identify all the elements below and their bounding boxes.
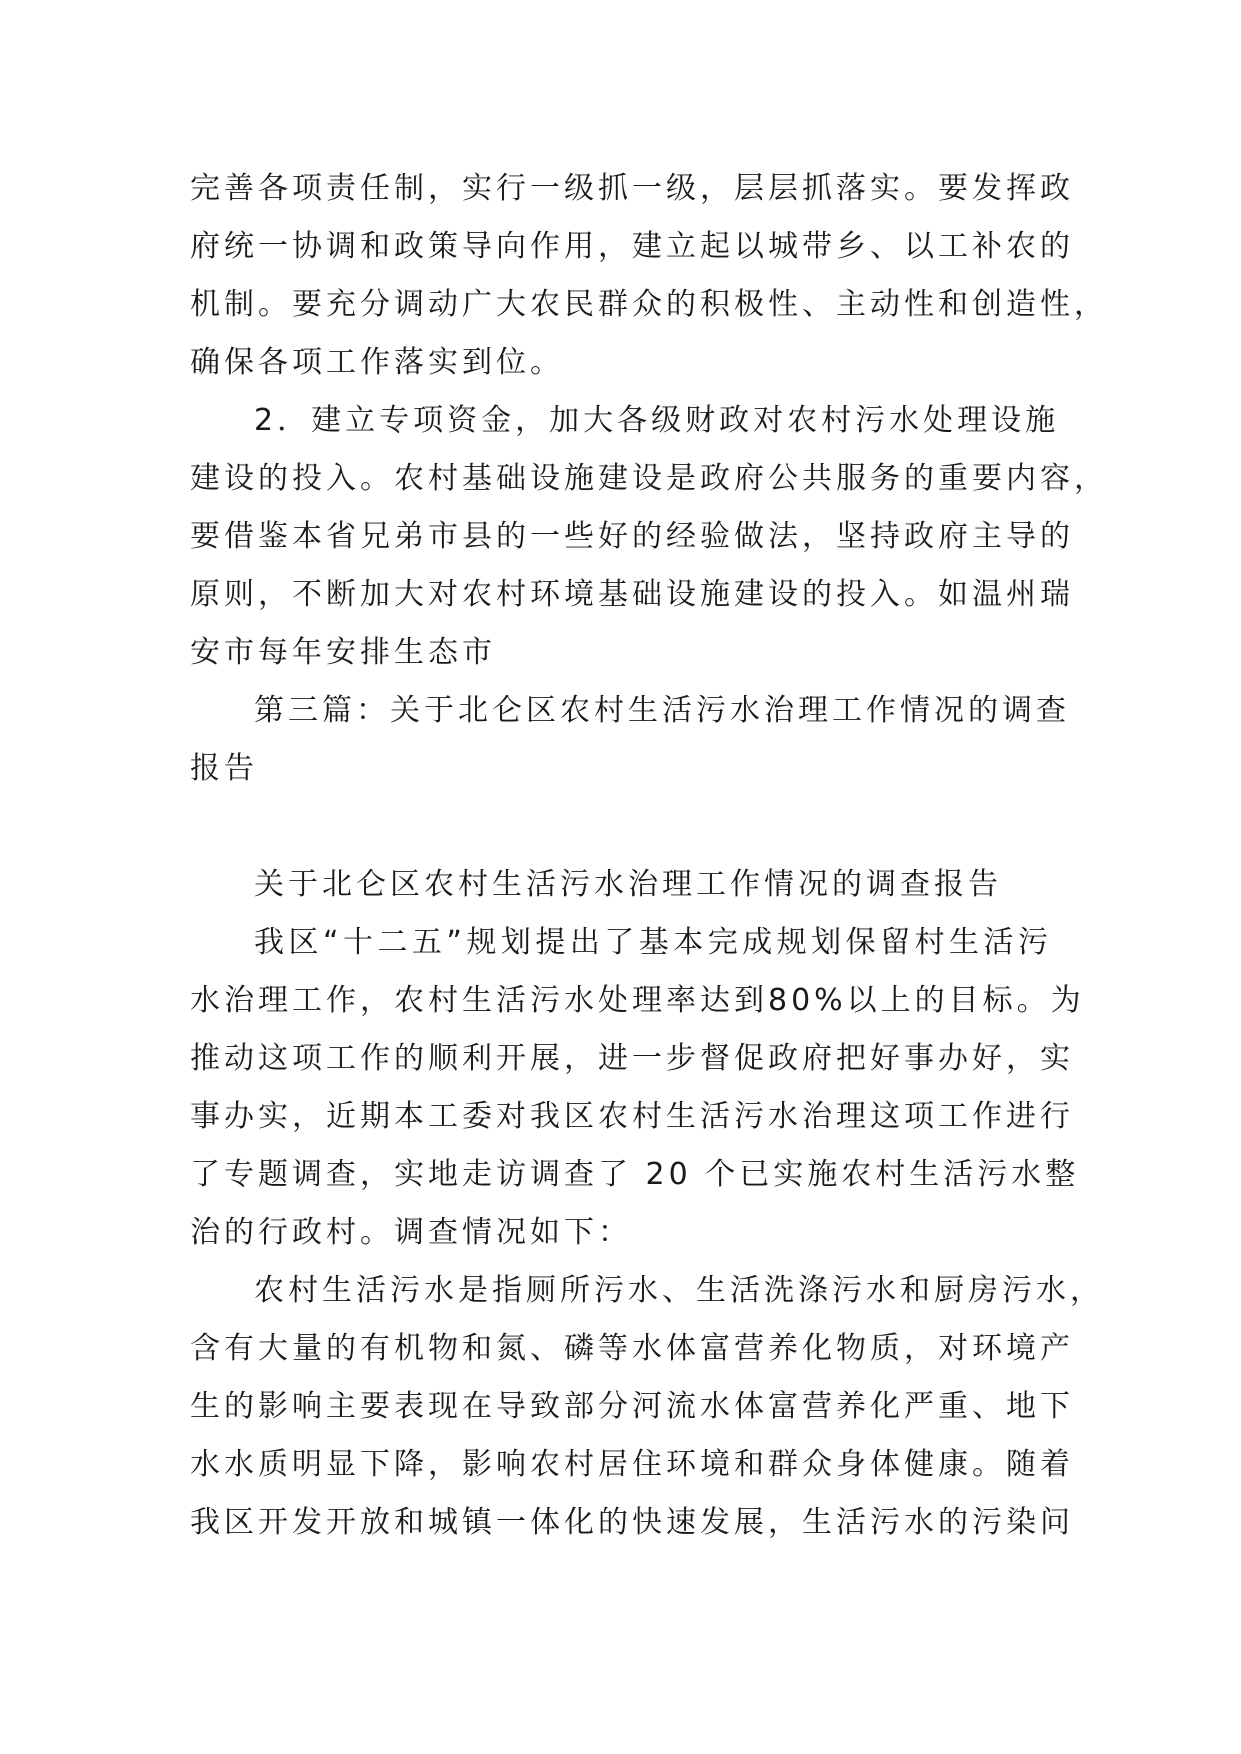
text-line: 府统一协调和政策导向作用，建立起以城带乡、以工补农的 bbox=[190, 229, 1074, 264]
paragraph-report-title bbox=[190, 856, 1052, 914]
text-line: 事办实，近期本工委对我区农村生活污水治理这项工作进行 bbox=[190, 1099, 1074, 1134]
text-line: 2．建立专项资金，加大各级财政对农村污水处理设施 bbox=[254, 403, 1060, 438]
text-line: 农村生活污水是指厕所污水、生活洗涤污水和厨房污水， bbox=[254, 1273, 1104, 1308]
text-line: 我区“十二五”规划提出了基本完成规划保留村生活污 bbox=[254, 925, 1052, 960]
paragraph-special-funds bbox=[190, 392, 1108, 682]
text-line: 治的行政村。调查情况如下： bbox=[190, 1215, 632, 1250]
text-line: 生的影响主要表现在导致部分河流水体富营养化严重、地下 bbox=[190, 1389, 1074, 1424]
text-line: 推动这项工作的顺利开展，进一步督促政府把好事办好，实 bbox=[190, 1041, 1074, 1076]
text-line: 机制。要充分调动广大农民群众的积极性、主动性和创造性， bbox=[190, 287, 1108, 322]
text-line: 确保各项工作落实到位。 bbox=[190, 345, 564, 380]
chapter-heading-line: 报告 bbox=[190, 751, 258, 786]
blank-line bbox=[190, 798, 1052, 856]
paragraph-sewage-definition bbox=[190, 1262, 1104, 1552]
text-line: 要借鉴本省兄弟市县的一些好的经验做法，坚持政府主导的 bbox=[190, 519, 1074, 554]
document-body bbox=[190, 160, 1108, 1552]
text-line: 水水质明显下降，影响农村居住环境和群众身体健康。随着 bbox=[190, 1447, 1074, 1482]
paragraph-chapter-heading bbox=[190, 682, 1070, 798]
report-title: 关于北仑区农村生活污水治理工作情况的调查报告 bbox=[254, 867, 1002, 902]
chapter-heading-line: 第三篇：关于北仑区农村生活污水治理工作情况的调查 bbox=[254, 693, 1070, 728]
text-line: 水治理工作，农村生活污水处理率达到80%以上的目标。为 bbox=[190, 983, 1085, 1018]
text-line: 完善各项责任制，实行一级抓一级，层层抓落实。要发挥政 bbox=[190, 171, 1074, 206]
text-line: 原则，不断加大对农村环境基础设施建设的投入。如温州瑞 bbox=[190, 577, 1074, 612]
paragraph-responsibility bbox=[190, 160, 1108, 392]
text-line: 我区开发开放和城镇一体化的快速发展，生活污水的污染问 bbox=[190, 1505, 1074, 1540]
text-line: 安市每年安排生态市 bbox=[190, 635, 496, 670]
text-line: 了专题调查，实地走访调查了 20 个已实施农村生活污水整 bbox=[190, 1157, 1080, 1192]
text-line: 含有大量的有机物和氮、磷等水体富营养化物质，对环境产 bbox=[190, 1331, 1074, 1366]
paragraph-five-year-plan bbox=[190, 914, 1085, 1262]
text-line: 建设的投入。农村基础设施建设是政府公共服务的重要内容， bbox=[190, 461, 1108, 496]
